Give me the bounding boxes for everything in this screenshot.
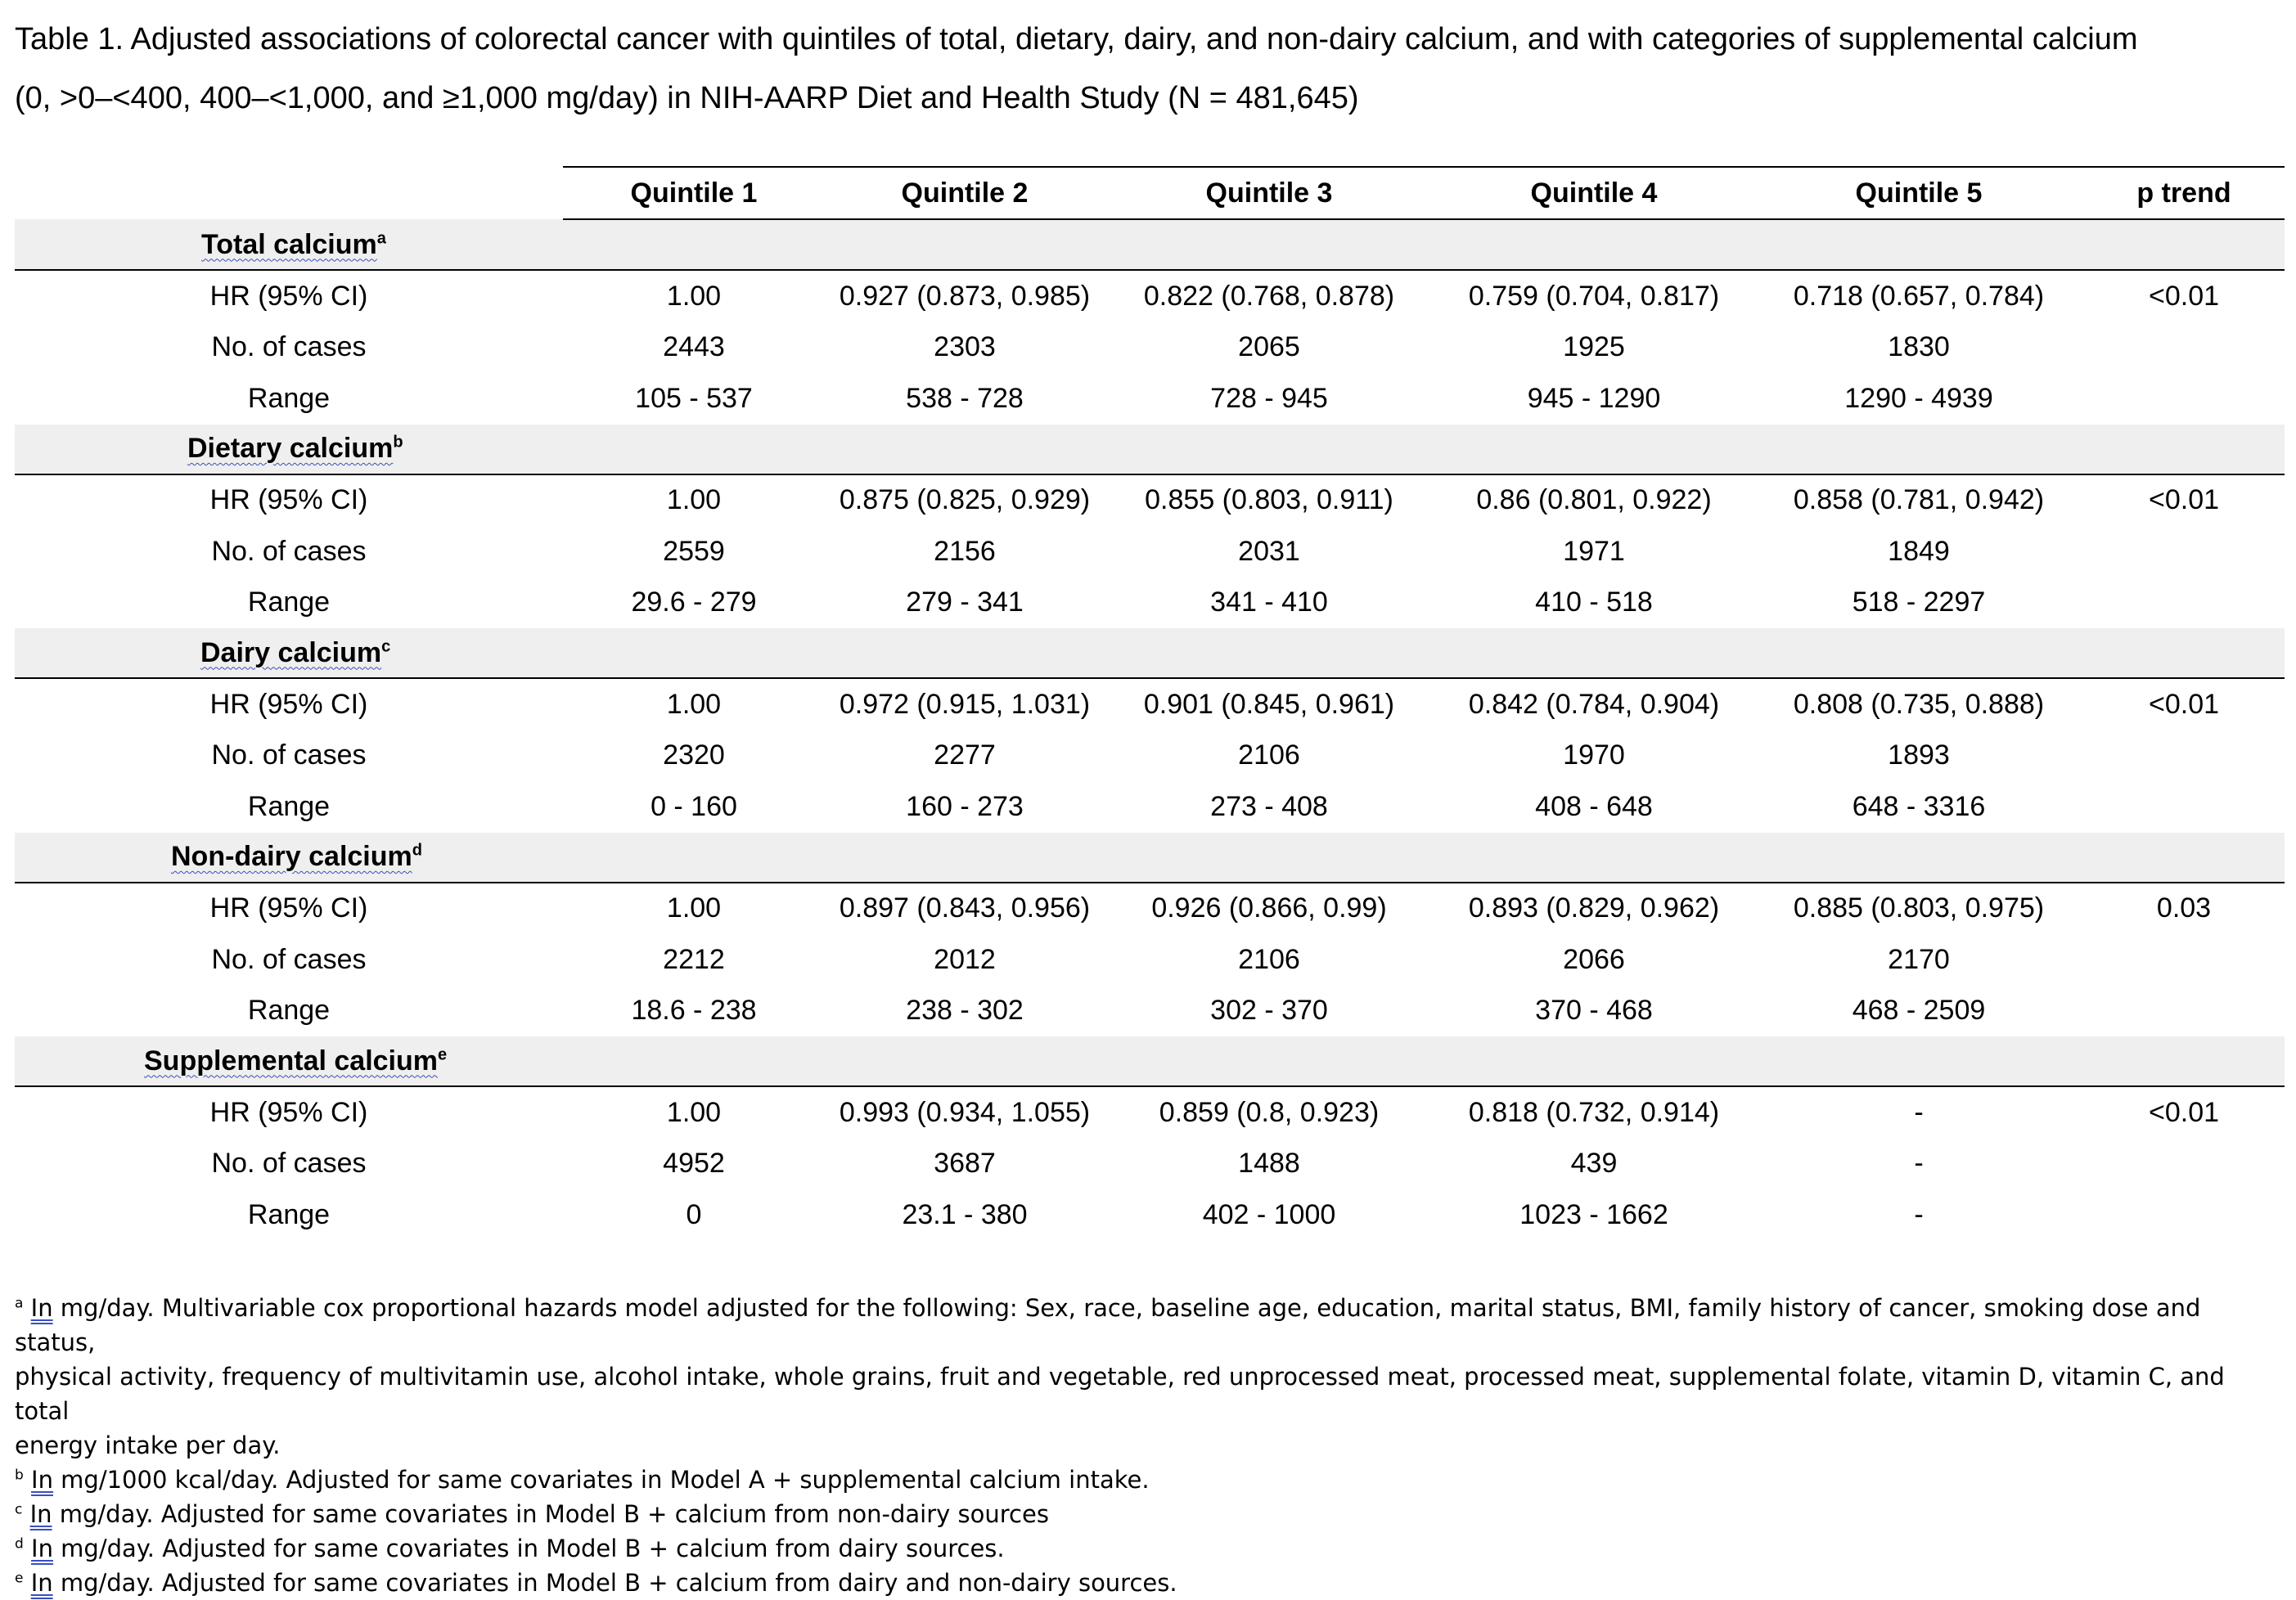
table-row (15, 474, 2285, 527)
header-quintile-5: Quintile 5 (1754, 167, 2083, 219)
table-row (15, 678, 2285, 730)
group-footnote-mark: d (412, 841, 422, 860)
table-cell: 0.855 (0.803, 0.911) (1145, 484, 1393, 516)
footnote-text: mg/day. Multivariable cox proportional hazards model adjusted for the following: Sex, race, baseline age, education, marital status, BMI, family history of cancer, smoking dose and status, (15, 1294, 2201, 1356)
row-label: HR (95% CI) (209, 688, 368, 720)
results-table (15, 166, 2285, 1241)
table-cell: 2443 (663, 331, 725, 363)
caption-line-2: (0, >0–<400, 400–<1,000, and ≥1,000 mg/day) in NIH-AARP Diet and Health Study (N = 481,645) (15, 81, 1359, 115)
footnote-lead: In (29, 1500, 52, 1528)
table-cell (2083, 373, 2285, 425)
table-cell: 2012 (934, 943, 996, 975)
footnote (15, 1531, 2273, 1566)
group-label (15, 628, 2285, 678)
group-label-text: Dietary calcium (187, 433, 394, 464)
table-cell: 1970 (1563, 739, 1625, 771)
table-cell (2083, 934, 2285, 986)
table-cell: 0.875 (0.825, 0.929) (839, 484, 1091, 516)
footnote-lead: In (30, 1569, 53, 1597)
table-cell: 2065 (1238, 331, 1300, 363)
row-label: HR (95% CI) (209, 1096, 368, 1128)
table-cell: 279 - 341 (906, 587, 1024, 618)
group-label-text: Non-dairy calcium (171, 841, 412, 872)
table-row (15, 270, 2285, 322)
table-cell (2083, 986, 2285, 1037)
table-cell: 1488 (1238, 1148, 1300, 1180)
table-cell: 370 - 468 (1535, 995, 1653, 1027)
footnote-text: mg/1000 kcal/day. Adjusted for same covariates in Model A + supplemental calcium intake. (52, 1466, 1150, 1494)
table-cell: 402 - 1000 (1202, 1198, 1336, 1230)
footnote-mark: c (15, 1501, 23, 1518)
table-cell: 1971 (1563, 535, 1625, 567)
group-label-text: Total calcium (201, 228, 377, 260)
group-header-row (15, 1036, 2285, 1086)
table-cell (2083, 526, 2285, 578)
table-cell: 945 - 1290 (1527, 382, 1661, 414)
footnote-text: mg/day. Adjusted for same covariates in Model B + calcium from dairy sources. (52, 1535, 1005, 1562)
table-cell: 0.822 (0.768, 0.878) (1143, 280, 1395, 312)
group-header-row (15, 219, 2285, 270)
table-cell: 2156 (934, 535, 996, 567)
table-cell: - (1914, 1148, 1924, 1180)
header-quintile-3: Quintile 3 (1105, 167, 1434, 219)
table-cell: 2106 (1238, 943, 1300, 975)
caption-line-1: Table 1. Adjusted associations of colorectal cancer with quintiles of total, dietary, dairy, and non-dairy calcium, and with categories of supplemental calcium (15, 22, 2138, 56)
table-cell: 439 (1570, 1148, 1618, 1180)
table-cell: 1.00 (666, 484, 722, 516)
table-cell: 273 - 408 (1210, 790, 1328, 822)
table-cell: 0.818 (0.732, 0.914) (1468, 1096, 1720, 1128)
table-cell: 1.00 (666, 1096, 722, 1128)
group-header-row (15, 833, 2285, 883)
footnote-continuation: physical activity, frequency of multivitamin use, alcohol intake, whole grains, fruit and vegetable, red unprocessed meat, processed meat, supplemental folate, vitamin D, vitamin C, and total (15, 1363, 2225, 1425)
row-label: Range (247, 382, 331, 414)
table-cell: 2212 (663, 943, 725, 975)
table-cell: 4952 (663, 1148, 725, 1180)
footnote-mark: a (15, 1295, 24, 1312)
table-row (15, 1189, 2285, 1241)
table-cell: 1925 (1563, 331, 1625, 363)
table-cell: 0.972 (0.915, 1.031) (839, 688, 1091, 720)
table-cell: 0.901 (0.845, 0.961) (1143, 688, 1395, 720)
group-header-row (15, 628, 2285, 678)
table-cell: 1.00 (666, 280, 722, 312)
table-cell: 2277 (934, 739, 996, 771)
table-cell: 468 - 2509 (1852, 995, 1986, 1027)
table-cell: 0.926 (0.866, 0.99) (1151, 892, 1387, 924)
table-cell (2083, 578, 2285, 629)
header-quintile-1: Quintile 1 (563, 167, 825, 219)
group-footnote-mark: e (438, 1045, 448, 1064)
table-cell: 0.993 (0.934, 1.055) (839, 1096, 1091, 1128)
table-cell: 728 - 945 (1210, 382, 1328, 414)
table-cell: 410 - 518 (1535, 587, 1653, 618)
table-cell: 18.6 - 238 (631, 995, 757, 1027)
table-cell (2083, 730, 2285, 782)
table-row (15, 578, 2285, 629)
table-cell: 1023 - 1662 (1519, 1198, 1668, 1230)
table-cell: 0 - 160 (651, 790, 737, 822)
table-cell: 1290 - 4939 (1844, 382, 1993, 414)
table-row (15, 373, 2285, 425)
footnote (15, 1291, 2273, 1360)
footnote-mark: b (15, 1467, 24, 1484)
table-cell: 0.86 (0.801, 0.922) (1476, 484, 1712, 516)
row-label: Range (247, 790, 331, 822)
table-row (15, 526, 2285, 578)
table-cell: 518 - 2297 (1852, 587, 1986, 618)
table-cell: 23.1 - 380 (902, 1198, 1028, 1230)
table-row (15, 986, 2285, 1037)
table-cell: 238 - 302 (906, 995, 1024, 1027)
row-label: HR (95% CI) (209, 892, 368, 924)
footnote-lead: In (31, 1535, 53, 1562)
table-cell: 538 - 728 (906, 382, 1024, 414)
table-cell: 160 - 273 (906, 790, 1024, 822)
table-cell: 0.859 (0.8, 0.923) (1159, 1096, 1380, 1128)
table-cell: 2303 (934, 331, 996, 363)
table-row (15, 1086, 2285, 1139)
table-cell: 3687 (934, 1148, 996, 1180)
row-label: Range (247, 1198, 331, 1230)
table-cell: 2320 (663, 739, 725, 771)
footnote (15, 1566, 2273, 1600)
table-row (15, 322, 2285, 374)
group-footnote-mark: a (376, 229, 386, 248)
table-cell: 0.858 (0.781, 0.942) (1793, 484, 2045, 516)
table-cell: 0.759 (0.704, 0.817) (1468, 280, 1720, 312)
table-cell: 0.893 (0.829, 0.962) (1468, 892, 1720, 924)
table-cell: 2106 (1238, 739, 1300, 771)
table-cell: - (1914, 1096, 1924, 1128)
table-cell: 2559 (663, 535, 725, 567)
group-footnote-mark: b (393, 433, 403, 452)
footnote-continuation: energy intake per day. (15, 1431, 281, 1459)
row-label: No. of cases (211, 535, 367, 567)
table-cell: 1.00 (666, 892, 722, 924)
table-row (15, 730, 2285, 782)
table-cell: 0.927 (0.873, 0.985) (839, 280, 1091, 312)
table-cell: 648 - 3316 (1852, 790, 1986, 822)
footnote-text: mg/day. Adjusted for same covariates in Model B + calcium from non-dairy sources (52, 1500, 1049, 1528)
table-cell: 0.718 (0.657, 0.784) (1793, 280, 2045, 312)
table-cell: 0 (686, 1198, 702, 1230)
table-cell: 1830 (1888, 331, 1950, 363)
table-row (15, 883, 2285, 935)
table-cell (2083, 1139, 2285, 1190)
header-quintile-4: Quintile 4 (1434, 167, 1754, 219)
group-label-text: Supplemental calcium (144, 1045, 438, 1076)
table-cell: 0.03 (2156, 892, 2212, 924)
results-table-body (15, 167, 2285, 1241)
row-label: No. of cases (211, 1148, 367, 1180)
table-cell: 341 - 410 (1210, 587, 1328, 618)
table-cell: 2031 (1238, 535, 1300, 567)
header-p-trend: p trend (2083, 167, 2285, 219)
group-label (15, 833, 2285, 883)
table-cell: 2170 (1888, 943, 1950, 975)
row-label: No. of cases (211, 331, 367, 363)
table-cell: 0.842 (0.784, 0.904) (1468, 688, 1720, 720)
table-cell: <0.01 (2148, 280, 2220, 312)
table-cell (2083, 1189, 2285, 1241)
table-cell: 302 - 370 (1210, 995, 1328, 1027)
footnote (15, 1497, 2273, 1531)
group-footnote-mark: c (381, 637, 391, 656)
table-cell: 0.885 (0.803, 0.975) (1793, 892, 2045, 924)
table-cell: - (1914, 1198, 1924, 1230)
footnote-lead: In (31, 1466, 53, 1494)
group-label (15, 219, 2285, 270)
table-cell: <0.01 (2148, 484, 2220, 516)
header-blank-cell (15, 167, 563, 219)
row-label: Range (247, 587, 331, 618)
group-label-text: Dairy calcium (200, 636, 382, 668)
footnote-lead: In (30, 1294, 53, 1322)
table-row (15, 1139, 2285, 1190)
group-header-row (15, 425, 2285, 474)
table-cell: 408 - 648 (1535, 790, 1653, 822)
footnote-mark: d (15, 1535, 24, 1553)
table-cell (2083, 781, 2285, 833)
table-cell: 29.6 - 279 (631, 587, 757, 618)
footnote-mark: e (15, 1570, 24, 1587)
row-label: HR (95% CI) (209, 280, 368, 312)
header-quintile-2: Quintile 2 (825, 167, 1105, 219)
table-row (15, 934, 2285, 986)
row-label: HR (95% CI) (209, 484, 368, 516)
row-label: No. of cases (211, 739, 367, 771)
table-cell: <0.01 (2148, 1096, 2220, 1128)
table-cell: 1849 (1888, 535, 1950, 567)
table-cell: <0.01 (2148, 688, 2220, 720)
table-cell (2083, 322, 2285, 374)
table-cell: 105 - 537 (635, 382, 753, 414)
footnote-text: mg/day. Adjusted for same covariates in Model B + calcium from dairy and non-dairy sources. (52, 1569, 1177, 1597)
row-label: Range (247, 995, 331, 1027)
header-row (15, 167, 2285, 219)
group-label (15, 425, 2285, 474)
footnote (15, 1463, 2273, 1497)
table-caption (15, 10, 2289, 128)
table-cell: 1.00 (666, 688, 722, 720)
table-cell: 0.808 (0.735, 0.888) (1793, 688, 2045, 720)
table-cell: 1893 (1888, 739, 1950, 771)
footnotes (15, 1291, 2273, 1600)
table-row (15, 781, 2285, 833)
row-label: No. of cases (211, 943, 367, 975)
group-label (15, 1036, 2285, 1086)
table-cell: 0.897 (0.843, 0.956) (839, 892, 1091, 924)
table-cell: 2066 (1563, 943, 1625, 975)
